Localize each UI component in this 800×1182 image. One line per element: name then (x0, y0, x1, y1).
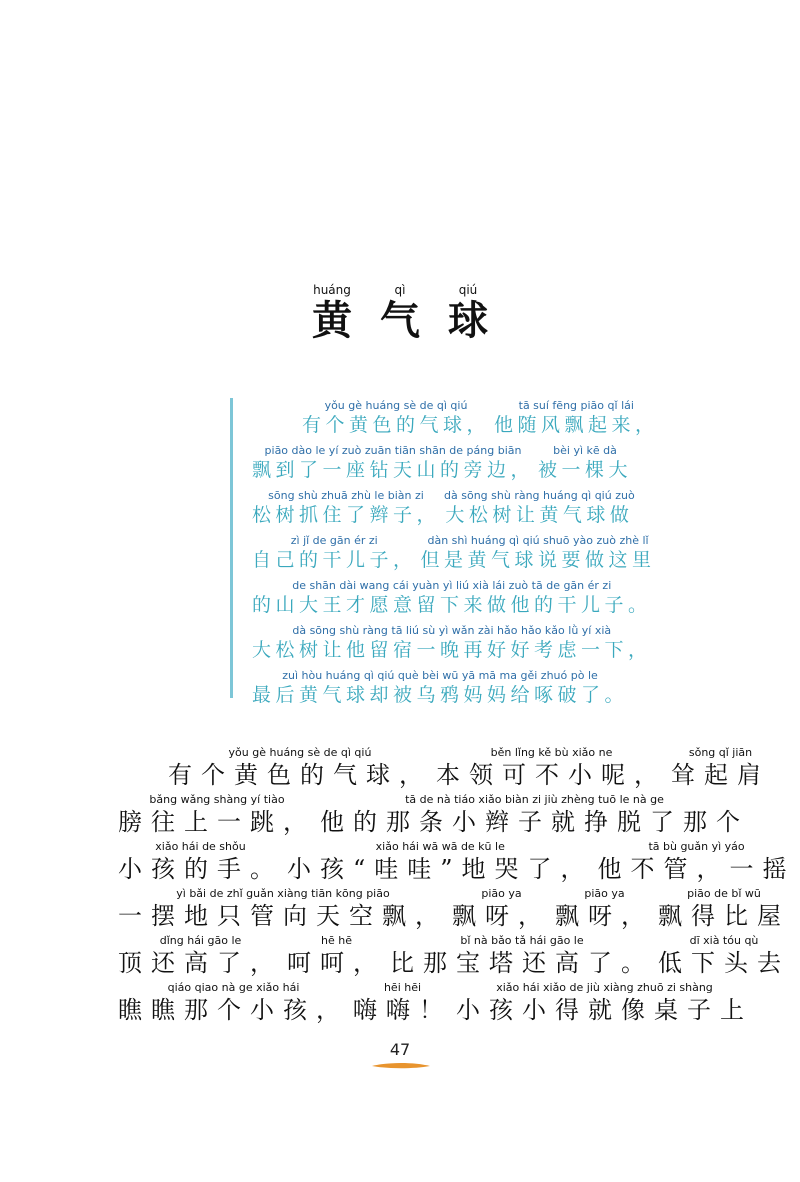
text-line (118, 745, 770, 790)
story-title (0, 282, 800, 344)
phrase (302, 398, 490, 437)
pinyin-annotation: zuì hòu huáng qì qiú què bèi wū yā mā ma gěi zhuó pò le (282, 669, 598, 682)
text-line (118, 886, 790, 931)
hanzi-text: 有个黄色的气球， (302, 414, 491, 436)
pinyin-annotation: běn lǐng kě bù xiǎo ne (490, 746, 613, 759)
text-line (118, 980, 753, 1025)
hanzi-text: 松树抓住了辫子， (252, 504, 441, 526)
text-line (252, 398, 659, 437)
pinyin-annotation: xiǎo hái de shǒu (155, 840, 246, 853)
hanzi-text: 大松树让黄气球做 (445, 504, 634, 526)
hanzi-text: 的山大王才愿意留下来做他的干儿子。 (252, 594, 652, 616)
phrase (118, 980, 349, 1025)
hanzi-text: 他不管，一摇 (597, 855, 796, 883)
pinyin-annotation: piāo ya (584, 887, 625, 900)
pinyin-annotation: bǎng wǎng shàng yí tiào (149, 793, 285, 806)
pinyin-annotation: yì bǎi de zhǐ guǎn xiàng tiān kōng piāo (176, 887, 390, 900)
hanzi-text: 小孩的手。 (118, 855, 283, 883)
phrase (598, 839, 796, 884)
pinyin-annotation: xiǎo hái xiǎo de jiù xiàng zhuō zi shàng (496, 981, 713, 994)
phrase (658, 886, 790, 931)
pinyin-annotation: tā de nà tiáo xiǎo biàn zi jiù zhèng tuō le nà ge (405, 793, 664, 806)
phrase (390, 933, 654, 978)
story-summary (230, 398, 690, 706)
title-hanzi: 黄 (312, 298, 352, 344)
pinyin-annotation: tā suí fēng piāo qǐ lái (518, 399, 634, 412)
phrase (456, 980, 753, 1025)
text-line (252, 668, 628, 707)
title-hanzi: 气 (380, 298, 420, 344)
hanzi-text: 有个黄色的气球， (168, 761, 432, 789)
hanzi-text: 被一棵大 (538, 459, 633, 481)
hanzi-text: 飘到了一座钻天山的旁边， (252, 459, 535, 481)
page-number: 47 (389, 1040, 411, 1059)
phrase (252, 533, 417, 572)
hanzi-text: 小孩“哇哇”地哭了， (287, 855, 594, 883)
pinyin-annotation: bǐ nà bǎo tǎ hái gāo le (460, 934, 584, 947)
pinyin-annotation: piāo ya (481, 887, 522, 900)
pinyin-annotation: dǐng hái gāo le (159, 934, 242, 947)
phrase (555, 886, 654, 931)
title-char (375, 282, 425, 344)
phrase (444, 488, 635, 527)
phrase (538, 443, 632, 482)
hanzi-text: 低下头去 (658, 949, 790, 977)
pinyin-annotation: xiǎo hái wā wā de kū le (375, 840, 505, 853)
hanzi-text: 耸起肩 (671, 761, 770, 789)
hanzi-text: 膀往上一跳， (118, 808, 316, 836)
phrase (168, 745, 432, 790)
pinyin-annotation: hēi hēi (383, 981, 422, 994)
phrase (671, 745, 770, 790)
pinyin-annotation: dà sōng shù ràng huáng qì qiú zuò (444, 489, 635, 502)
phrase (320, 792, 749, 837)
pinyin-annotation: de shān dài wang cái yuàn yì liú xià lái zuò tā de gān ér zi (292, 579, 612, 592)
hanzi-text: 嗨嗨！ (353, 996, 452, 1024)
phrase (287, 839, 594, 884)
phrase (252, 623, 652, 662)
hanzi-text: 自己的干儿子， (252, 549, 417, 571)
hanzi-text: 一摆地只管向天空飘， (118, 902, 448, 930)
pinyin-annotation: tā bù guǎn yì yáo (648, 840, 745, 853)
hanzi-text: 顶还高了， (118, 949, 283, 977)
summary-side-bar (230, 398, 233, 698)
phrase (287, 933, 386, 978)
pinyin-annotation: sōng shù zhuā zhù le biàn zi (268, 489, 424, 502)
hanzi-text: 飘呀， (452, 902, 551, 930)
hanzi-text: 他随风飘起来， (494, 414, 659, 436)
pinyin-annotation: yǒu gè huáng sè de qì qiú (228, 746, 372, 759)
text-line (252, 488, 635, 527)
hanzi-text: 飘得比屋 (658, 902, 790, 930)
phrase (118, 886, 448, 931)
pinyin-annotation: piāo de bǐ wū (687, 887, 761, 900)
phrase (421, 533, 656, 572)
phrase (353, 980, 452, 1025)
title-char (443, 282, 493, 344)
phrase (252, 443, 534, 482)
hanzi-text: 小孩小得就像桌子上 (456, 996, 753, 1024)
text-line (118, 933, 790, 978)
phrase (658, 933, 790, 978)
phrase (252, 668, 628, 707)
pinyin-annotation: zì jǐ de gān ér zi (290, 534, 378, 547)
text-line (252, 578, 652, 617)
phrase (452, 886, 551, 931)
phrase (118, 933, 283, 978)
phrase (494, 398, 659, 437)
pinyin-annotation: dà sōng shù ràng tā liú sù yì wǎn zài hǎo hǎo kǎo lǜ yí xià (292, 624, 612, 637)
pinyin-annotation: piāo dào le yí zuò zuān tiān shān de páng biān (264, 444, 522, 457)
pinyin-annotation: dàn shì huáng qì qiú shuō yào zuò zhè lǐ (427, 534, 649, 547)
title-hanzi: 球 (448, 298, 488, 344)
phrase (252, 578, 652, 617)
pinyin-annotation: hē hē (321, 934, 352, 947)
text-line (252, 623, 652, 662)
hanzi-text: 本领可不小呢， (436, 761, 667, 789)
title-char (307, 282, 357, 344)
phrase (118, 839, 283, 884)
hanzi-text: 他的那条小辫子就挣脱了那个 (320, 808, 749, 836)
text-line (118, 792, 749, 837)
page-number-underline (370, 1060, 432, 1070)
pinyin-annotation: qiáo qiao nà ge xiǎo hái (167, 981, 300, 994)
phrase (252, 488, 440, 527)
hanzi-text: 飘呀， (555, 902, 654, 930)
pinyin-annotation: dī xià tóu qù (689, 934, 759, 947)
hanzi-text: 呵呵， (287, 949, 386, 977)
text-line (252, 533, 656, 572)
title-pinyin: qiú (458, 283, 478, 297)
hanzi-text: 大松树让他留宿一晚再好好考虑一下， (252, 639, 652, 661)
pinyin-annotation: yǒu gè huáng sè de qì qiú (324, 399, 468, 412)
title-pinyin: huáng (313, 283, 351, 297)
title-pinyin: qì (394, 283, 406, 297)
pinyin-annotation: bèi yì kē dà (553, 444, 617, 457)
pinyin-annotation: sǒng qǐ jiān (688, 746, 753, 759)
phrase (436, 745, 667, 790)
hanzi-text: 瞧瞧那个小孩， (118, 996, 349, 1024)
phrase (118, 792, 316, 837)
hanzi-text: 比那宝塔还高了。 (390, 949, 654, 977)
hanzi-text: 但是黄气球说要做这里 (420, 549, 656, 571)
hanzi-text: 最后黄气球却被乌鸦妈妈给啄破了。 (252, 684, 629, 706)
text-line (118, 839, 796, 884)
text-line (252, 443, 632, 482)
